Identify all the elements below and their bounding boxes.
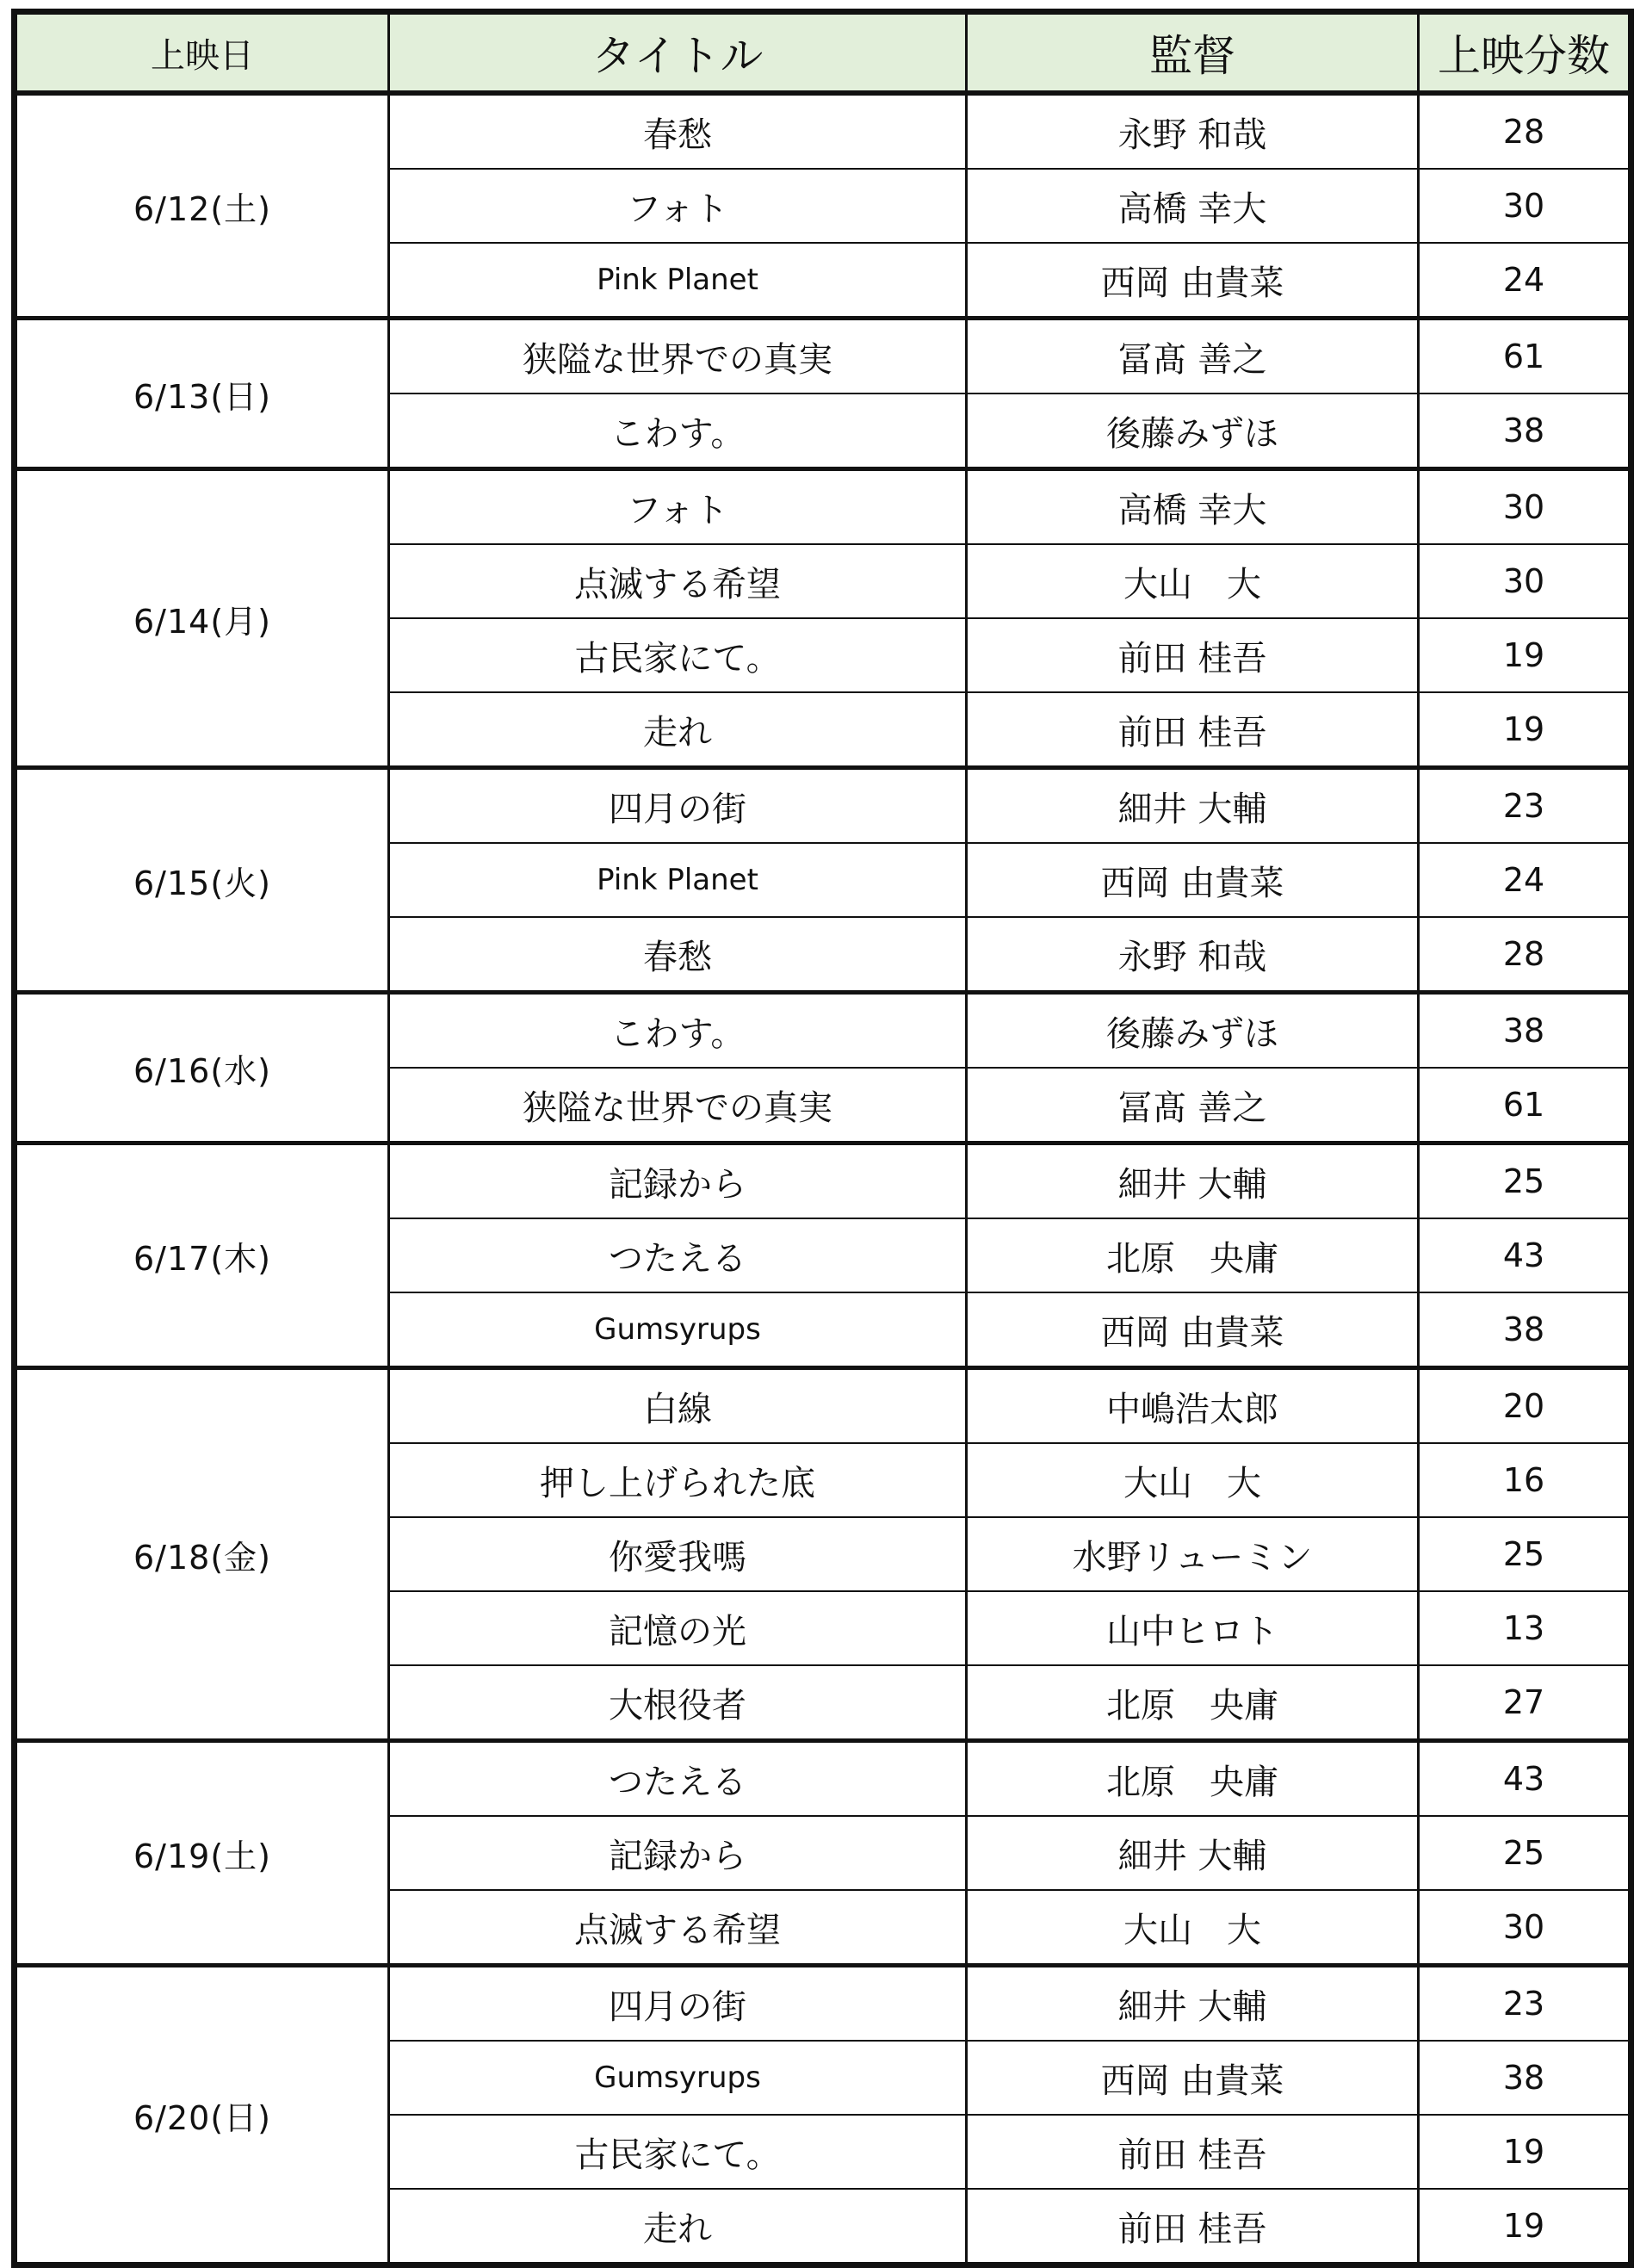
film-title-cell: 記録から — [389, 1143, 967, 1219]
header-row — [15, 12, 1631, 94]
director-cell: 北原 央庸 — [967, 1218, 1419, 1292]
screening-date-cell: 6/14(月) — [15, 469, 389, 768]
screening-schedule-table — [11, 9, 1634, 2268]
director-cell: 冨髙 善之 — [967, 319, 1419, 394]
director-cell: 西岡 由貴菜 — [967, 243, 1419, 319]
film-title-cell: 古民家にて。 — [389, 618, 967, 692]
runtime-minutes-cell: 43 — [1419, 1218, 1631, 1292]
director-cell: 細井 大輔 — [967, 768, 1419, 844]
runtime-minutes-cell: 61 — [1419, 319, 1631, 394]
film-title-cell: 四月の街 — [389, 768, 967, 844]
runtime-minutes-cell: 61 — [1419, 1068, 1631, 1143]
film-title-cell: 大根役者 — [389, 1665, 967, 1741]
screening-date-cell: 6/15(火) — [15, 768, 389, 993]
director-cell: 大山 大 — [967, 544, 1419, 618]
runtime-minutes-cell: 30 — [1419, 544, 1631, 618]
film-title-cell: つたえる — [389, 1218, 967, 1292]
film-title-cell: つたえる — [389, 1741, 967, 1817]
table-row — [15, 1741, 1631, 1817]
film-title-cell: Pink Planet — [389, 243, 967, 319]
runtime-minutes-cell: 28 — [1419, 93, 1631, 169]
runtime-minutes-cell: 28 — [1419, 917, 1631, 993]
director-cell: 細井 大輔 — [967, 1143, 1419, 1219]
runtime-minutes-cell: 13 — [1419, 1591, 1631, 1665]
director-cell: 北原 央庸 — [967, 1665, 1419, 1741]
director-cell: 西岡 由貴菜 — [967, 2041, 1419, 2115]
screening-date-cell: 6/17(木) — [15, 1143, 389, 1368]
table-row — [15, 1143, 1631, 1219]
runtime-minutes-cell: 27 — [1419, 1665, 1631, 1741]
table-row — [15, 768, 1631, 844]
film-title-cell: 走れ — [389, 692, 967, 768]
runtime-minutes-cell: 25 — [1419, 1517, 1631, 1591]
screening-date-cell: 6/19(土) — [15, 1741, 389, 1966]
screening-date-cell: 6/13(日) — [15, 319, 389, 469]
film-title-cell: フォト — [389, 469, 967, 545]
director-cell: 永野 和哉 — [967, 93, 1419, 169]
film-title-cell: 記録から — [389, 1816, 967, 1890]
runtime-minutes-cell: 38 — [1419, 393, 1631, 469]
film-title-cell: フォト — [389, 169, 967, 243]
film-title-cell: 你愛我嗎 — [389, 1517, 967, 1591]
film-title-cell: 春愁 — [389, 917, 967, 993]
runtime-minutes-cell: 19 — [1419, 618, 1631, 692]
director-cell: 細井 大輔 — [967, 1816, 1419, 1890]
film-title-cell: 点滅する希望 — [389, 544, 967, 618]
runtime-minutes-cell: 38 — [1419, 2041, 1631, 2115]
table-row — [15, 319, 1631, 394]
director-cell: 前田 桂吾 — [967, 2115, 1419, 2189]
film-title-cell: Pink Planet — [389, 843, 967, 917]
film-title-cell: Gumsyrups — [389, 2041, 967, 2115]
film-title-cell: 走れ — [389, 2189, 967, 2265]
screening-date-cell: 6/18(金) — [15, 1368, 389, 1741]
runtime-minutes-cell: 25 — [1419, 1816, 1631, 1890]
film-title-cell: 押し上げられた底 — [389, 1443, 967, 1517]
runtime-minutes-cell: 38 — [1419, 1292, 1631, 1368]
runtime-minutes-cell: 20 — [1419, 1368, 1631, 1444]
film-title-cell: 四月の街 — [389, 1966, 967, 2042]
film-title-cell: 狭隘な世界での真実 — [389, 319, 967, 394]
film-title-cell: 春愁 — [389, 93, 967, 169]
header-minutes: 上映分数 — [1419, 12, 1631, 94]
runtime-minutes-cell: 23 — [1419, 768, 1631, 844]
schedule-body — [15, 93, 1631, 2265]
runtime-minutes-cell: 16 — [1419, 1443, 1631, 1517]
director-cell: 中嶋浩太郎 — [967, 1368, 1419, 1444]
director-cell: 高橋 幸大 — [967, 469, 1419, 545]
director-cell: 冨髙 善之 — [967, 1068, 1419, 1143]
film-title-cell: 記憶の光 — [389, 1591, 967, 1665]
director-cell: 前田 桂吾 — [967, 692, 1419, 768]
director-cell: 山中ヒロト — [967, 1591, 1419, 1665]
director-cell: 細井 大輔 — [967, 1966, 1419, 2042]
director-cell: 後藤みずほ — [967, 393, 1419, 469]
director-cell: 後藤みずほ — [967, 993, 1419, 1069]
film-title-cell: 古民家にて。 — [389, 2115, 967, 2189]
film-title-cell: 白線 — [389, 1368, 967, 1444]
runtime-minutes-cell: 25 — [1419, 1143, 1631, 1219]
runtime-minutes-cell: 30 — [1419, 1890, 1631, 1966]
runtime-minutes-cell: 19 — [1419, 2189, 1631, 2265]
film-title-cell: こわす。 — [389, 993, 967, 1069]
director-cell: 西岡 由貴菜 — [967, 843, 1419, 917]
header-title: タイトル — [389, 12, 967, 94]
screening-date-cell: 6/20(日) — [15, 1966, 389, 2265]
director-cell: 西岡 由貴菜 — [967, 1292, 1419, 1368]
film-title-cell: Gumsyrups — [389, 1292, 967, 1368]
header-director: 監督 — [967, 12, 1419, 94]
table-row — [15, 93, 1631, 169]
runtime-minutes-cell: 19 — [1419, 692, 1631, 768]
director-cell: 高橋 幸大 — [967, 169, 1419, 243]
runtime-minutes-cell: 24 — [1419, 243, 1631, 319]
runtime-minutes-cell: 19 — [1419, 2115, 1631, 2189]
director-cell: 北原 央庸 — [967, 1741, 1419, 1817]
runtime-minutes-cell: 30 — [1419, 469, 1631, 545]
director-cell: 水野リューミン — [967, 1517, 1419, 1591]
director-cell: 永野 和哉 — [967, 917, 1419, 993]
table-row — [15, 1966, 1631, 2042]
screening-date-cell: 6/16(水) — [15, 993, 389, 1143]
runtime-minutes-cell: 24 — [1419, 843, 1631, 917]
runtime-minutes-cell: 23 — [1419, 1966, 1631, 2042]
header-date: 上映日 — [15, 12, 389, 94]
director-cell: 大山 大 — [967, 1890, 1419, 1966]
film-title-cell: 狭隘な世界での真実 — [389, 1068, 967, 1143]
table-row — [15, 1368, 1631, 1444]
runtime-minutes-cell: 30 — [1419, 169, 1631, 243]
film-title-cell: こわす。 — [389, 393, 967, 469]
runtime-minutes-cell: 38 — [1419, 993, 1631, 1069]
film-title-cell: 点滅する希望 — [389, 1890, 967, 1966]
screening-date-cell: 6/12(土) — [15, 93, 389, 319]
director-cell: 前田 桂吾 — [967, 2189, 1419, 2265]
director-cell: 前田 桂吾 — [967, 618, 1419, 692]
runtime-minutes-cell: 43 — [1419, 1741, 1631, 1817]
director-cell: 大山 大 — [967, 1443, 1419, 1517]
table-row — [15, 469, 1631, 545]
table-row — [15, 993, 1631, 1069]
